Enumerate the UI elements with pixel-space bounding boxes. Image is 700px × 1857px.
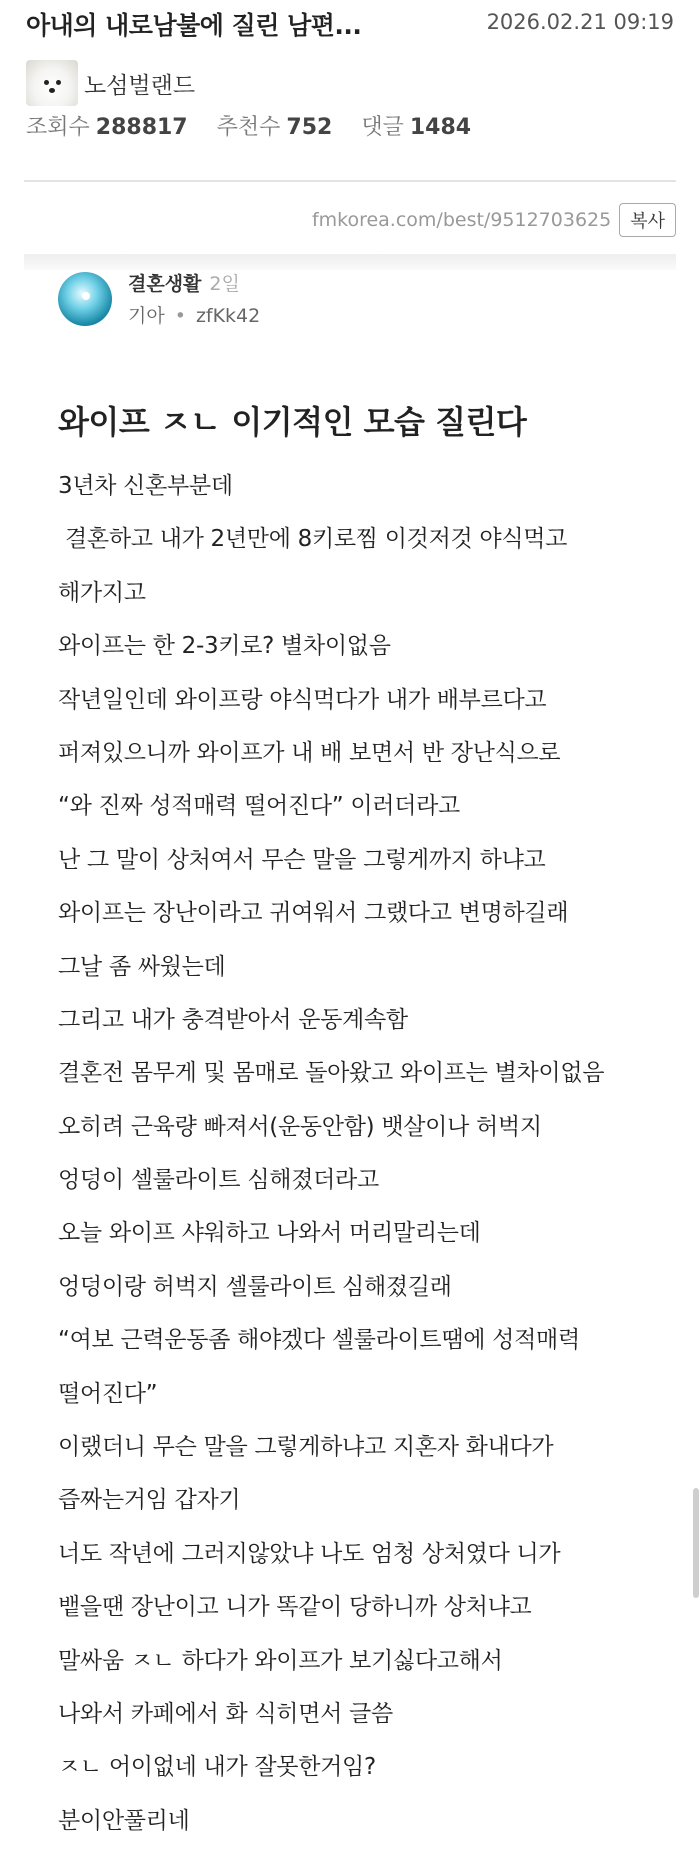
body-line: 분이안풀리네 — [58, 1807, 190, 1834]
writer-line — [128, 304, 260, 328]
body-line: 오히려 근육량 빠져서(운동안함) 뱃살이나 허벅지 — [58, 1113, 542, 1140]
body-line: 나와서 카페에서 화 식히면서 글씀 — [58, 1700, 393, 1727]
page-title: 아내의 내로남불에 질린 남편... — [26, 11, 362, 40]
author-name[interactable]: 노섬벌랜드 — [84, 72, 196, 99]
body-line: 그리고 내가 충격받아서 운동계속함 — [58, 1006, 408, 1033]
body-line: 3년차 신혼부분데 — [58, 473, 233, 499]
body-line: ㅈㄴ 어이없네 내가 잘못한거임? — [58, 1754, 376, 1781]
avatar-eye-left — [44, 80, 49, 85]
post-age: 2일 — [209, 273, 240, 295]
body-line: 뱉을땐 장난이고 니가 똑같이 당하니까 상처냐고 — [58, 1594, 532, 1621]
meta-separator: • — [174, 305, 186, 327]
body-line: 오늘 와이프 샤워하고 나와서 머리말리는데 — [58, 1220, 481, 1247]
body-line: 해가지고 — [58, 579, 146, 606]
body-line: 난 그 말이 상처여서 무슨 말을 그렇게까지 하냐고 — [58, 846, 546, 873]
body-line: 엉덩이랑 허벅지 셀룰라이트 심해졌길래 — [58, 1273, 452, 1300]
writer-id: zfKk42 — [195, 305, 261, 327]
body-line: 너도 작년에 그러지않았냐 나도 엄청 상처였다 니가 — [58, 1540, 561, 1567]
author-row[interactable] — [26, 60, 195, 106]
stat-views-label: 조회수 — [26, 115, 90, 140]
header-divider — [24, 180, 676, 182]
avatar[interactable] — [26, 60, 78, 106]
body-line: 결혼하고 내가 2년만에 8키로찜 이것저것 야식먹고 — [58, 526, 568, 553]
body-line: 와이프는 한 2-3키로? 별차이없음 — [58, 633, 391, 660]
post-stats — [26, 110, 493, 141]
body-line: 그날 좀 싸웠는데 — [58, 953, 226, 980]
avatar-eye-right — [56, 80, 61, 85]
body-line: “여보 근력운동좀 해야겠다 셀룰라이트땜에 성적매력 — [58, 1327, 580, 1354]
stat-views — [26, 115, 188, 140]
stat-comments[interactable] — [361, 115, 471, 140]
stat-comments-value: 1484 — [409, 115, 472, 140]
body-line: 이랬더니 무슨 말을 그렇게하냐고 지혼자 화내다가 — [58, 1434, 554, 1461]
body-line: “와 진짜 성적매력 떨어진다” 이러더라고 — [58, 793, 460, 820]
stat-views-value: 288817 — [95, 115, 188, 140]
content-separator — [24, 254, 676, 270]
body-line: 퍼져있으니까 와이프가 내 배 보면서 반 장난식으로 — [58, 739, 561, 766]
stat-recommends-value: 752 — [286, 115, 333, 140]
embedded-post-title: 와이프 ㅈㄴ 이기적인 모습 질린다 — [58, 403, 527, 441]
post-datetime: 2026.02.21 09:19 — [486, 10, 674, 34]
stat-comments-label: 댓글 — [361, 115, 404, 140]
embedded-post-body — [58, 460, 668, 1848]
body-line: 결혼전 몸무게 및 몸매로 돌아왔고 와이프는 별차이없음 — [58, 1060, 605, 1087]
body-line: 말싸움 ㅈㄴ 하다가 와이프가 보기싫다고해서 — [58, 1647, 503, 1674]
board-line — [128, 272, 260, 296]
body-line: 즙짜는거임 갑자기 — [58, 1487, 241, 1514]
body-line: 와이프는 장난이라고 귀여워서 그랬다고 변명하길래 — [58, 900, 569, 927]
url-row — [312, 203, 676, 237]
stat-recommends-label: 추천수 — [216, 115, 281, 140]
stat-recommends — [217, 115, 333, 140]
copy-url-button[interactable]: 복사 — [619, 203, 676, 237]
body-line: 작년일인데 와이프랑 야식먹다가 내가 배부르다고 — [58, 686, 547, 713]
embedded-post-author — [58, 272, 260, 328]
body-line: 떨어진다” — [58, 1380, 158, 1407]
embedded-post-meta — [128, 272, 260, 328]
post-url[interactable]: fmkorea.com/best/9512703625 — [311, 209, 612, 231]
board-name[interactable]: 결혼생활 — [128, 273, 202, 295]
writer-company: 기아 — [128, 305, 165, 327]
body-line: 엉덩이 셀룰라이트 심해졌더라고 — [58, 1167, 379, 1194]
scrollbar-thumb[interactable] — [693, 1488, 699, 1598]
avatar-nose — [49, 88, 55, 93]
board-avatar[interactable] — [58, 272, 112, 326]
